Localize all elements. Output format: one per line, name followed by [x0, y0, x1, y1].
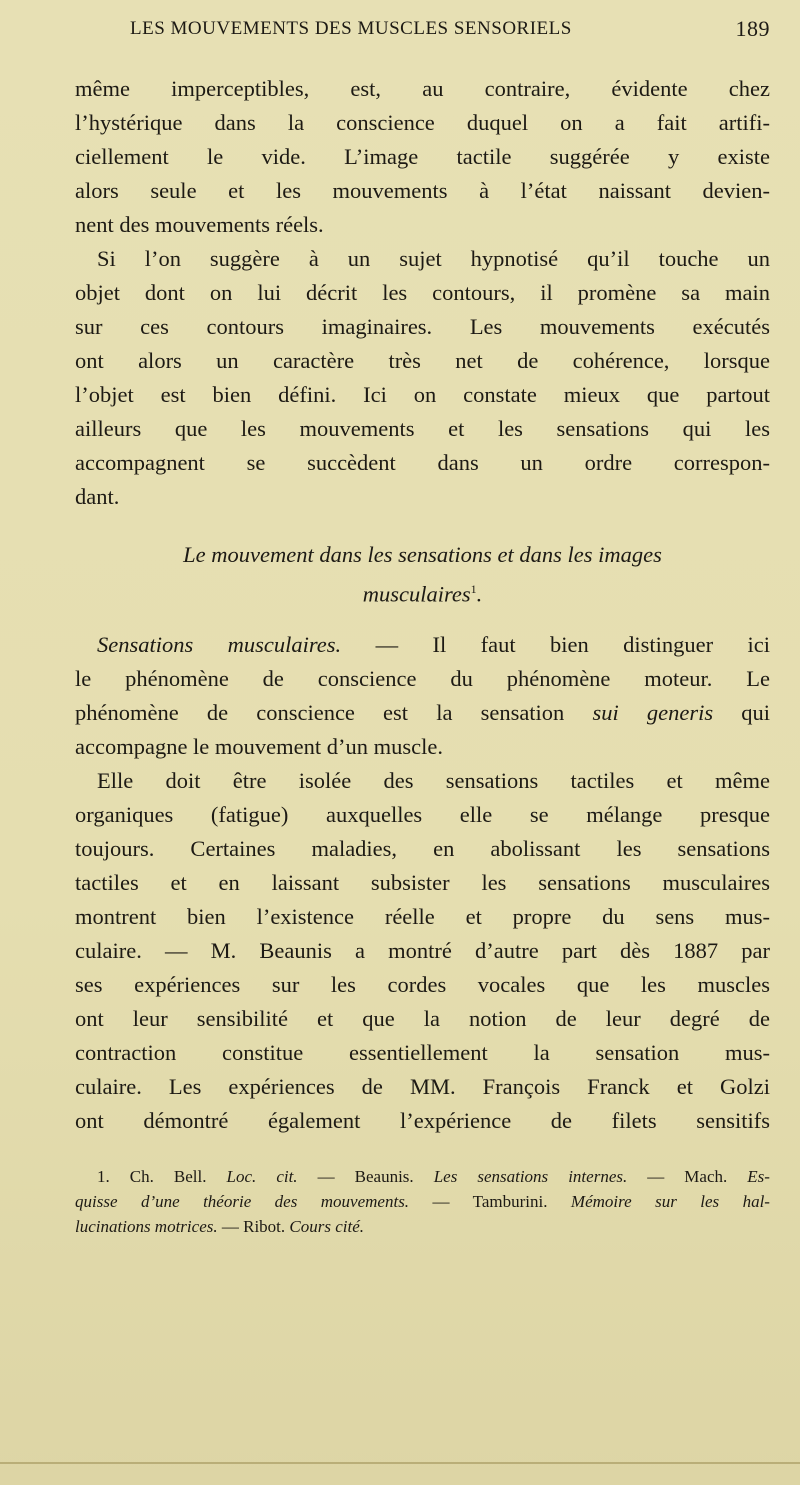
latin-phrase: sui generis — [592, 700, 714, 725]
text: qui — [713, 700, 770, 725]
footnote-segment: — Beaunis. — [297, 1167, 434, 1186]
text-line: Elle doit être isolée des sensations tactiles et même — [97, 768, 770, 793]
text: — Il faut bien distinguer ici — [341, 632, 770, 657]
text-line: sur ces contours imaginaires. Les mouvements exécutés — [75, 314, 770, 339]
heading-period: . — [476, 581, 483, 607]
footnote — [75, 1164, 770, 1239]
text-line: culaire. Les expériences de MM. François Franck et Golzi — [75, 1074, 770, 1099]
footnote-segment: 1. Ch. Bell. — [97, 1167, 227, 1186]
footnote-segment: Es- — [747, 1167, 770, 1186]
footnote-segment: quisse d’une théorie des mouvements. — [75, 1192, 410, 1211]
page-body — [75, 72, 770, 1138]
text-line: tactiles et en laissant subsister les sensations musculaires — [75, 870, 770, 895]
running-header — [75, 18, 770, 46]
paragraph — [75, 764, 770, 1138]
footnote-segment: Loc. cit. — [226, 1167, 298, 1186]
page-flow — [75, 72, 770, 1239]
footnote-segment: — Ribot. — [217, 1217, 290, 1236]
text-line: ciellement le vide. L’image tactile suggérée y existe — [75, 144, 770, 169]
text-line: culaire. — M. Beaunis a montré d’autre part dès 1887 par — [75, 938, 770, 963]
text-line: ailleurs que les mouvements et les sensations qui les — [75, 416, 770, 441]
text-line: l’hystérique dans la conscience duquel on a fait artifi- — [75, 110, 770, 135]
footnote-segment: Les sensations internes. — [433, 1167, 628, 1186]
footnote-ref: 1 — [470, 582, 477, 596]
text: phénomène de conscience est la sensation — [75, 700, 593, 725]
section-line: le phénomène de conscience du phénomène moteur. Le — [75, 666, 770, 691]
footnote-line — [75, 1189, 770, 1214]
paragraphs — [75, 72, 770, 514]
footnote-line — [75, 1164, 770, 1189]
text-line: contraction constitue essentiellement la sensation mus- — [75, 1040, 770, 1065]
text-line: organiques (fatigue) auxquelles elle se mélange presque — [75, 802, 770, 827]
text-line: ses expériences sur les cordes vocales que les muscles — [75, 972, 770, 997]
section-line — [75, 696, 770, 730]
text-line: nent des mouvements réels. — [75, 212, 324, 237]
running-title: LES MOUVEMENTS DES MUSCLES SENSORIELS — [130, 18, 572, 39]
text-line: toujours. Certaines maladies, en abolissant les sensations — [75, 836, 770, 861]
text-line: ont alors un caractère très net de cohérence, lorsque — [75, 348, 770, 373]
footnote-line — [75, 1214, 770, 1239]
section-line — [75, 628, 770, 662]
text-line: ont leur sensibilité et que la notion de leur degré de — [75, 1006, 770, 1031]
footnote-segment: — Tamburini. — [409, 1192, 571, 1211]
text-line: objet dont on lui décrit les contours, il promène sa main — [75, 280, 770, 305]
footnote-segment: lucinations motrices. — [75, 1217, 218, 1236]
section-heading-line1: Le mouvement dans les sensations et dans les images — [183, 542, 662, 567]
page-edge — [0, 1462, 800, 1464]
text-line: dant. — [75, 484, 120, 509]
page-number: 189 — [735, 16, 770, 41]
text-line: l’objet est bien défini. Ici on constate mieux que partout — [75, 382, 770, 407]
section-line: accompagne le mouvement d’un muscle. — [75, 734, 443, 759]
text-line: accompagnent se succèdent dans un ordre correspon- — [75, 450, 770, 475]
text-line: montrent bien l’existence réelle et propre du sens mus- — [75, 904, 770, 929]
text-line: Si l’on suggère à un sujet hypnotisé qu’il touche un — [97, 246, 770, 271]
footnote-segment: Mémoire sur les hal- — [570, 1192, 770, 1211]
heading-text: musculaires — [362, 581, 471, 607]
text-line: ont démontré également l’expérience de filets sensitifs — [75, 1108, 770, 1133]
subsection-lead: Sensations musculaires. — [97, 632, 342, 657]
text-line: même imperceptibles, est, au contraire, évidente chez — [75, 76, 770, 101]
section-heading-line2 — [75, 572, 770, 606]
footnote-segment: — Mach. — [627, 1167, 748, 1186]
footnote-segment: Cours cité. — [289, 1217, 365, 1236]
text-line: alors seule et les mouvements à l’état naissant devien- — [75, 178, 770, 203]
